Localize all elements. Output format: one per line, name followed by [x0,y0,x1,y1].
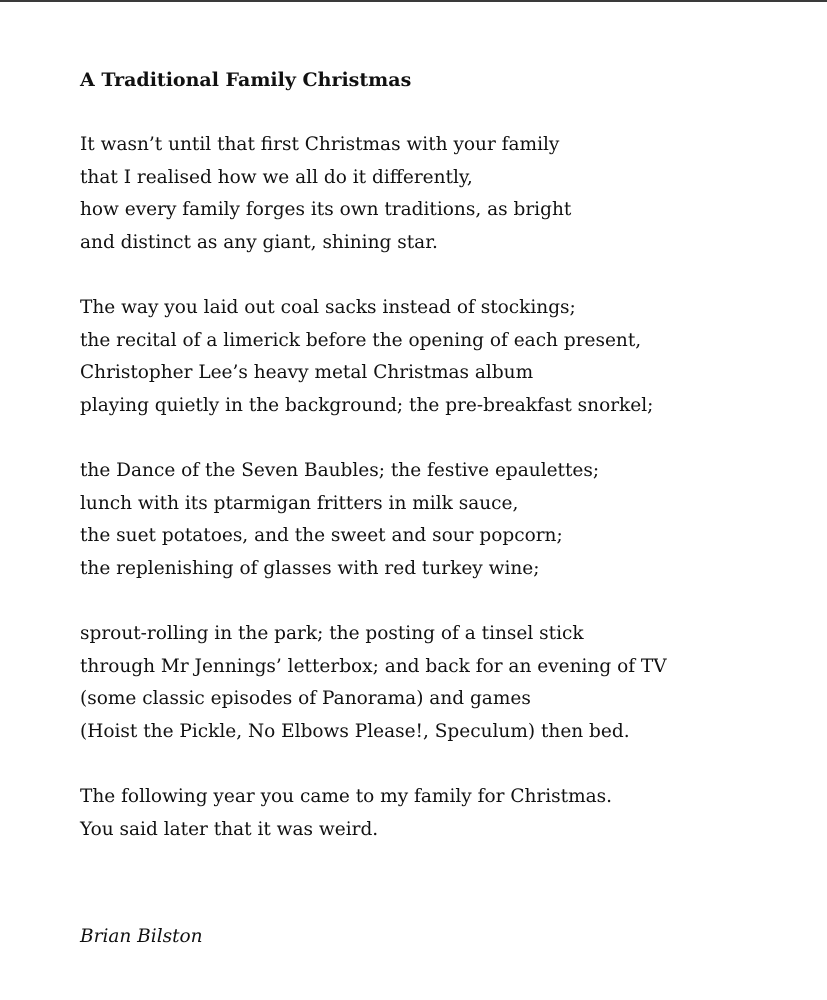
poem-line: that I realised how we all do it differently, [80,166,473,188]
poem-line: the Dance of the Seven Baubles; the festive epaulettes; [80,460,600,481]
poem-line: The following year you came to my family for Christmas. [80,786,613,807]
poem-line: (Hoist the Pickle, No Elbows Please!, Speculum) then bed. [80,720,630,742]
poem-line: Christopher Lee’s heavy metal Christmas album [80,362,534,383]
poem-line: how every family forges its own traditions, as bright [80,199,572,220]
top-border-rule [0,0,827,2]
stanza-5 [80,781,800,846]
poem-line: and distinct as any giant, shining star. [80,231,438,253]
poem-line: playing quietly in the background; the pre-breakfast snorkel; [80,394,654,416]
poem-line: the replenishing of glasses with red turkey wine; [80,557,540,579]
poem-line: the suet potatoes, and the sweet and sour popcorn; [80,525,563,546]
poem-line: The way you laid out coal sacks instead of stockings; [80,297,576,318]
poem-line: (some classic episodes of Panorama) and games [80,688,531,709]
poem-line: the recital of a limerick before the opening of each present, [80,329,642,351]
poem-line: sprout-rolling in the park; the posting of a tinsel stick [80,623,584,644]
stanza-2 [80,292,800,422]
poem-line: through Mr Jennings’ letterbox; and back for an evening of TV [80,655,667,677]
poem [80,64,800,879]
stanza-1 [80,129,800,259]
poem-line: It wasn’t until that first Christmas with your family [80,134,560,155]
stanza-3 [80,455,800,585]
poem-line: lunch with its ptarmigan fritters in milk sauce, [80,492,519,514]
author-name: Brian Bilston [80,926,203,947]
poem-title: A Traditional Family Christmas [80,69,412,91]
poem-line: You said later that it was weird. [80,818,379,840]
stanza-4 [80,618,800,748]
